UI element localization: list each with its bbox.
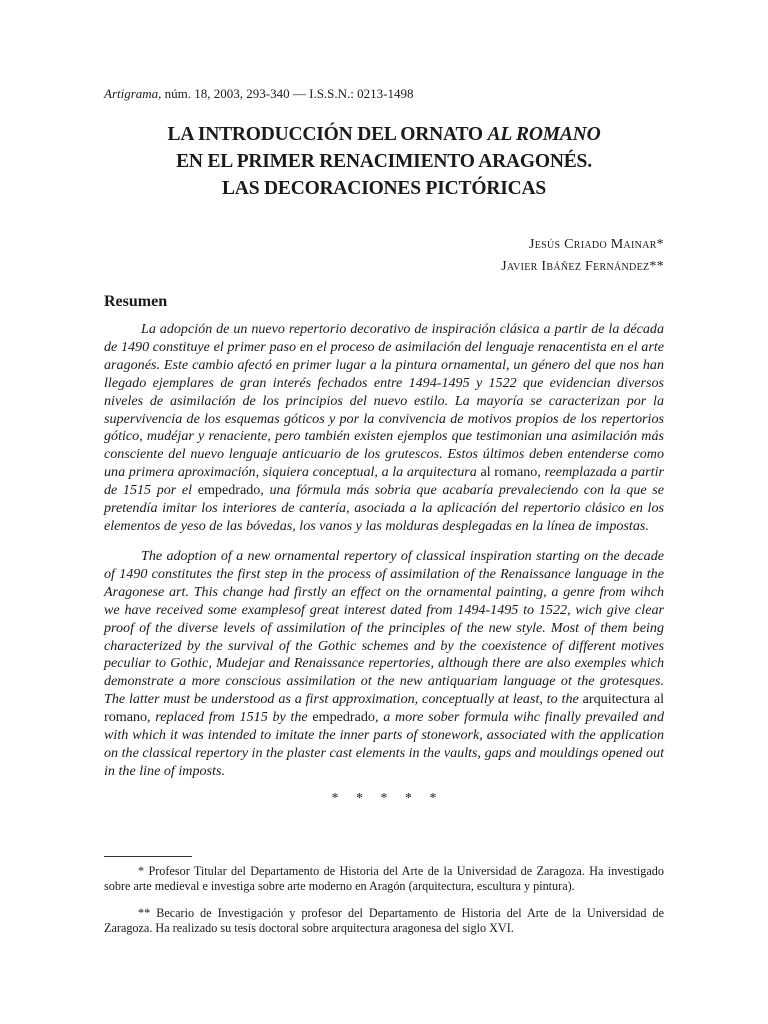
abstract-es-term-1: al romano, — [480, 464, 541, 481]
title-line-3: LAS DECORACIONES PICTÓRICAS — [222, 178, 546, 199]
abstract-en-text-2: replaced from 1515 by the — [150, 709, 313, 726]
abstract-en-text-1: The adoption of a new ornamental repertory of classical inspiration starting on the decade of 1490 constitutes the first step in the process of assimilation of the Renaissance language in the Aragonese art. This change had firstly an effect on the ornamental painting, a genre from wihch we have received some examplesof great interest dated from 1494-1495 to 1522, wich give clear proof of the diverse levels of assimilation of the principles of the new style. Most of them being characterized by the survival of the Gothic schemes and by the coexistence of different motives peculiar to Gothic, Mudejar and Renaissance repertories, although there are also exemples which demonstrate a more conscious assimilation ot the new antiquariam language ot the grotesques. The latter must be understood as a first approximation, conceptually at least, to the — [104, 548, 664, 708]
abstract-spanish — [104, 321, 664, 536]
abstract-en-text-3: a more sober formula wihc finally prevailed and with which it was intended to imitate the inner parts of stonework, associated with the application on the classical repertory in the plaster cast elements in the vaults, gaps and mouldings opened out in the line of imposts. — [104, 709, 664, 779]
paper-title — [104, 121, 664, 202]
abstract-en-term-2: empedrado, — [312, 709, 379, 726]
section-separator: * * * * * — [331, 791, 437, 806]
author-list — [501, 234, 664, 278]
abstract-en-term-1: arquitectura al romano, — [104, 691, 664, 726]
section-heading: Resumen — [104, 293, 168, 310]
author-2: Javier Ibáñez Fernández** — [501, 259, 664, 274]
footnote-rule — [104, 856, 192, 857]
footnote-1: * Profesor Titular del Departamento de Historia del Arte de la Universidad de Zaragoza. Ha investigado sobre arte medieval e investiga sobre arte moderno en Aragón (arquitectura, escultura y pintura). — [104, 864, 664, 893]
author-1: Jesús Criado Mainar* — [528, 237, 664, 252]
title-line-1 — [104, 121, 664, 148]
title-line-1-text: LA INTRODUCCIÓN DEL ORNATO — [167, 124, 488, 145]
abstract-es-text-3: una fórmula más sobria que acabaría prevaleciendo con la que se pretendía imitar los interiores de cantería, asociada a la aplicación del repertorio clásico en los elementos de yeso de las bóvedas, los vanos y las molduras desplegadas en la línea de impostas. — [104, 482, 664, 534]
journal-details: núm. 18, 2003, 293-340 — I.S.S.N.: 0213-1498 — [161, 86, 414, 101]
footnote-2: ** Becario de Investigación y profesor del Departamento de Historia del Arte de la Universidad de Zaragoza. Ha realizado su tesis doctoral sobre arquitectura aragonesa del siglo XVI. — [104, 906, 664, 935]
abstract-english — [104, 548, 664, 781]
abstract-es-term-2: empedrado, — [197, 482, 264, 499]
title-line-2: EN EL PRIMER RENACIMIENTO ARAGONÉS. — [176, 151, 592, 172]
abstract-es-text-2: reemplazada a partir de 1515 por el — [104, 464, 664, 499]
abstract-es-text-1: La adopción de un nuevo repertorio decorativo de inspiración clásica a partir de la década de 1490 constituye el primer paso en el proceso de asimilación del lenguaje renacentista en el arte aragonés. Este cambio afectó en primer lugar a la pintura ornamental, un género del que nos han llegado ejemplares de gran interés fechados entre 1494-1495 y 1522 que evidencian diversos niveles de asimilación de los principios del nuevo estilo. La mayoría se caracterizan por la supervivencia de los esquemas góticos y por la convivencia de motivos propios de los repertorios gótico, mudéjar y renaciente, pero también existen ejemplos que testimonian una asimilación más consciente del nuevo lenguaje anticuario de los grutescos. Estos últimos deben entenderse como una primera aproximación, siquiera conceptual, a la arquitectura — [104, 321, 664, 481]
title-line-1-italic: AL ROMANO — [487, 124, 601, 145]
journal-header — [104, 86, 413, 102]
journal-name: Artigrama, — [104, 86, 162, 101]
